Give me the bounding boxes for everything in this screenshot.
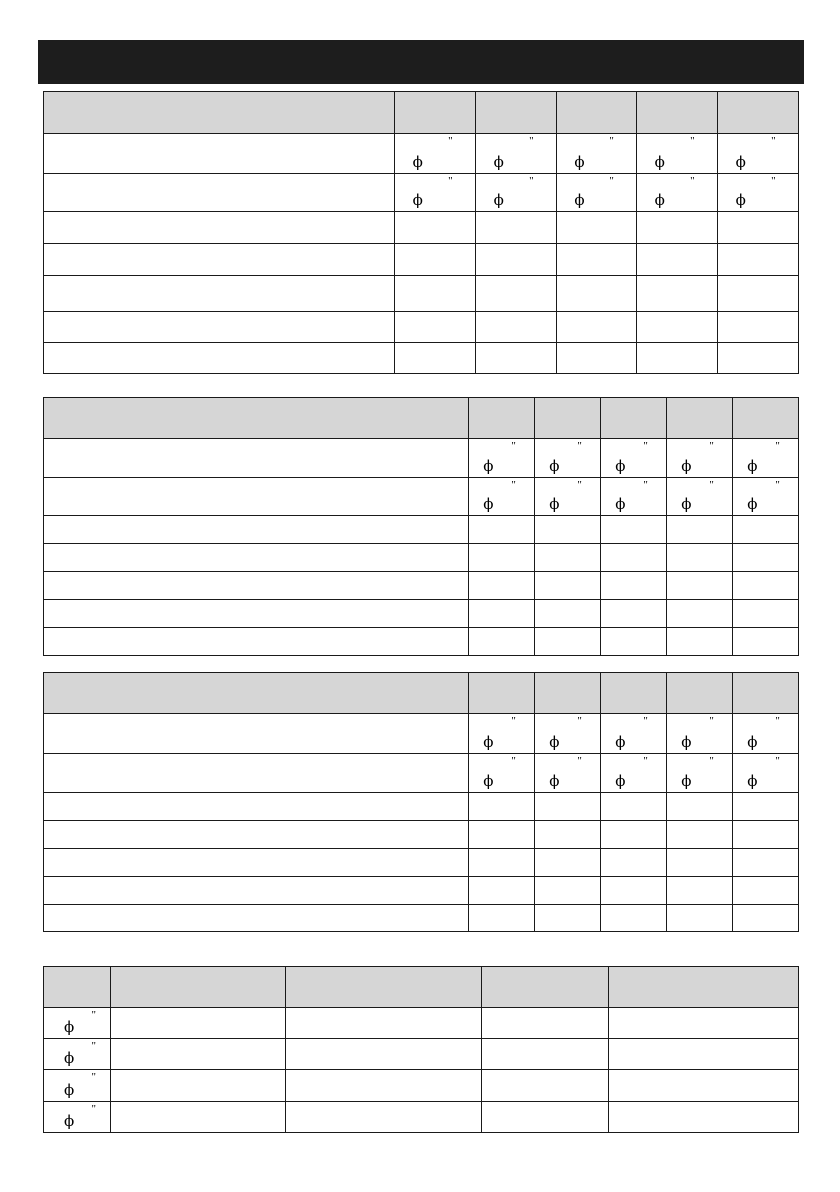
inch-mark: "	[91, 1040, 96, 1052]
inch-mark: "	[709, 755, 714, 767]
table-row	[44, 793, 799, 821]
value-cell	[609, 1102, 799, 1133]
value-cell	[557, 343, 637, 374]
value-cell	[111, 1102, 286, 1133]
size-cell	[667, 754, 733, 793]
size-cell	[395, 174, 476, 212]
table-row	[44, 478, 799, 516]
value-cell	[733, 572, 799, 600]
inch-mark: "	[609, 175, 614, 187]
value-cell	[637, 212, 718, 244]
header-cell	[733, 673, 799, 714]
value-cell	[535, 877, 601, 905]
inch-mark: "	[709, 479, 714, 491]
header-cell	[601, 398, 667, 439]
row-label-cell	[44, 312, 395, 343]
table-row	[44, 516, 799, 544]
value-cell	[601, 877, 667, 905]
value-cell	[286, 1008, 482, 1039]
value-cell	[601, 544, 667, 572]
diameter-symbol: ϕ	[747, 772, 758, 790]
value-cell	[469, 877, 535, 905]
header-cell	[286, 967, 482, 1008]
value-cell	[482, 1039, 609, 1070]
value-cell	[667, 544, 733, 572]
diameter-symbol: ϕ	[483, 772, 494, 790]
value-cell	[482, 1008, 609, 1039]
size-cell	[469, 478, 535, 516]
size-cell	[733, 439, 799, 478]
size-cell	[637, 174, 718, 212]
row-label-cell	[44, 628, 469, 656]
table-header-row	[44, 967, 799, 1008]
inch-mark: "	[448, 135, 453, 147]
row-label-cell	[44, 849, 469, 877]
value-cell	[111, 1039, 286, 1070]
table-row	[44, 312, 799, 343]
header-cell	[111, 967, 286, 1008]
inch-mark: "	[775, 755, 780, 767]
size-cell	[469, 754, 535, 793]
table-row	[44, 343, 799, 374]
inch-mark: "	[709, 715, 714, 727]
table-row	[44, 544, 799, 572]
value-cell	[535, 821, 601, 849]
value-cell	[557, 312, 637, 343]
size-cell	[667, 439, 733, 478]
page-header-bar	[38, 40, 804, 84]
value-cell	[667, 516, 733, 544]
value-cell	[718, 312, 799, 343]
diameter-symbol: ϕ	[64, 1081, 75, 1099]
value-cell	[637, 276, 718, 312]
header-cell	[535, 673, 601, 714]
value-cell	[469, 793, 535, 821]
value-cell	[733, 793, 799, 821]
value-cell	[469, 600, 535, 628]
size-cell	[469, 439, 535, 478]
size-cell	[469, 714, 535, 754]
diameter-symbol: ϕ	[64, 1049, 75, 1067]
value-cell	[557, 276, 637, 312]
table-row	[44, 244, 799, 276]
spec-table-2	[43, 397, 799, 656]
value-cell	[535, 628, 601, 656]
diameter-symbol: ϕ	[681, 495, 692, 513]
diameter-symbol: ϕ	[483, 495, 494, 513]
value-cell	[476, 276, 557, 312]
table-row	[44, 212, 799, 244]
row-label-cell	[44, 905, 469, 932]
table-row	[44, 905, 799, 932]
value-cell	[667, 821, 733, 849]
value-cell	[469, 572, 535, 600]
value-cell	[609, 1008, 799, 1039]
value-cell	[535, 849, 601, 877]
diameter-symbol: ϕ	[615, 733, 626, 751]
diameter-symbol: ϕ	[615, 495, 626, 513]
diameter-symbol: ϕ	[735, 191, 746, 209]
diameter-symbol: ϕ	[681, 733, 692, 751]
value-cell	[718, 343, 799, 374]
value-cell	[395, 212, 476, 244]
spec-table-4	[43, 966, 799, 1133]
diameter-symbol: ϕ	[747, 733, 758, 751]
value-cell	[637, 343, 718, 374]
value-cell	[667, 572, 733, 600]
size-cell	[637, 134, 718, 174]
diameter-symbol: ϕ	[615, 772, 626, 790]
table-row	[44, 821, 799, 849]
value-cell	[286, 1039, 482, 1070]
table-row	[44, 877, 799, 905]
inch-mark: "	[690, 175, 695, 187]
size-cell	[44, 1070, 111, 1102]
inch-mark: "	[643, 440, 648, 452]
row-label-cell	[44, 714, 469, 754]
diameter-symbol: ϕ	[747, 495, 758, 513]
size-cell	[535, 754, 601, 793]
table-row	[44, 1008, 799, 1039]
header-cell	[395, 92, 476, 134]
size-cell	[535, 478, 601, 516]
header-cell	[469, 398, 535, 439]
header-cell	[667, 398, 733, 439]
inch-mark: "	[771, 175, 776, 187]
inch-mark: "	[609, 135, 614, 147]
value-cell	[535, 793, 601, 821]
size-cell	[718, 134, 799, 174]
header-cell	[535, 398, 601, 439]
value-cell	[609, 1070, 799, 1102]
table-row	[44, 628, 799, 656]
header-cell	[667, 673, 733, 714]
inch-mark: "	[775, 479, 780, 491]
value-cell	[469, 516, 535, 544]
value-cell	[469, 849, 535, 877]
value-cell	[601, 600, 667, 628]
value-cell	[637, 312, 718, 343]
inch-mark: "	[775, 440, 780, 452]
header-cell	[44, 967, 111, 1008]
size-cell	[601, 714, 667, 754]
value-cell	[482, 1102, 609, 1133]
value-cell	[535, 905, 601, 932]
diameter-symbol: ϕ	[735, 153, 746, 171]
row-label-cell	[44, 212, 395, 244]
row-label-cell	[44, 276, 395, 312]
diameter-symbol: ϕ	[412, 153, 423, 171]
table-row	[44, 714, 799, 754]
size-cell	[667, 714, 733, 754]
row-label-cell	[44, 174, 395, 212]
diameter-symbol: ϕ	[574, 191, 585, 209]
size-cell	[395, 134, 476, 174]
size-cell	[601, 754, 667, 793]
value-cell	[667, 600, 733, 628]
diameter-symbol: ϕ	[412, 191, 423, 209]
diameter-symbol: ϕ	[549, 495, 560, 513]
value-cell	[476, 244, 557, 276]
size-cell	[733, 714, 799, 754]
value-cell	[601, 849, 667, 877]
inch-mark: "	[448, 175, 453, 187]
row-label-cell	[44, 516, 469, 544]
value-cell	[476, 212, 557, 244]
value-cell	[733, 877, 799, 905]
inch-mark: "	[91, 1071, 96, 1083]
value-cell	[733, 516, 799, 544]
value-cell	[718, 276, 799, 312]
row-label-cell	[44, 754, 469, 793]
size-cell	[718, 174, 799, 212]
header-cell	[44, 92, 395, 134]
value-cell	[535, 600, 601, 628]
value-cell	[667, 905, 733, 932]
inch-mark: "	[643, 755, 648, 767]
table-header-row	[44, 92, 799, 134]
value-cell	[557, 212, 637, 244]
table-row	[44, 276, 799, 312]
diameter-symbol: ϕ	[747, 457, 758, 475]
value-cell	[718, 244, 799, 276]
value-cell	[286, 1102, 482, 1133]
diameter-symbol: ϕ	[615, 457, 626, 475]
size-cell	[476, 174, 557, 212]
diameter-symbol: ϕ	[549, 733, 560, 751]
value-cell	[667, 877, 733, 905]
value-cell	[733, 849, 799, 877]
inch-mark: "	[511, 440, 516, 452]
header-cell	[44, 673, 469, 714]
size-cell	[535, 714, 601, 754]
table-row	[44, 134, 799, 174]
size-cell	[667, 478, 733, 516]
diameter-symbol: ϕ	[574, 153, 585, 171]
inch-mark: "	[91, 1009, 96, 1021]
value-cell	[667, 628, 733, 656]
diameter-symbol: ϕ	[64, 1112, 75, 1130]
spec-table-3	[43, 672, 799, 932]
value-cell	[601, 905, 667, 932]
header-cell	[718, 92, 799, 134]
inch-mark: "	[577, 479, 582, 491]
inch-mark: "	[690, 135, 695, 147]
diameter-symbol: ϕ	[64, 1018, 75, 1036]
size-cell	[44, 1008, 111, 1039]
value-cell	[535, 544, 601, 572]
value-cell	[601, 516, 667, 544]
header-cell	[469, 673, 535, 714]
inch-mark: "	[511, 755, 516, 767]
size-cell	[476, 134, 557, 174]
value-cell	[395, 244, 476, 276]
inch-mark: "	[529, 135, 534, 147]
diameter-symbol: ϕ	[549, 772, 560, 790]
row-label-cell	[44, 821, 469, 849]
table-row	[44, 600, 799, 628]
value-cell	[733, 544, 799, 572]
table-row	[44, 849, 799, 877]
size-cell	[44, 1039, 111, 1070]
table-row	[44, 1070, 799, 1102]
size-cell	[44, 1102, 111, 1133]
row-label-cell	[44, 793, 469, 821]
value-cell	[609, 1039, 799, 1070]
diameter-symbol: ϕ	[493, 153, 504, 171]
header-cell	[733, 398, 799, 439]
size-cell	[601, 439, 667, 478]
value-cell	[286, 1070, 482, 1102]
inch-mark: "	[511, 479, 516, 491]
row-label-cell	[44, 600, 469, 628]
header-cell	[601, 673, 667, 714]
inch-mark: "	[91, 1103, 96, 1115]
inch-mark: "	[577, 715, 582, 727]
spec-table-1	[43, 91, 799, 374]
header-cell	[637, 92, 718, 134]
diameter-symbol: ϕ	[493, 191, 504, 209]
value-cell	[733, 905, 799, 932]
value-cell	[482, 1070, 609, 1102]
diameter-symbol: ϕ	[654, 191, 665, 209]
size-cell	[733, 754, 799, 793]
value-cell	[637, 244, 718, 276]
table-header-row	[44, 398, 799, 439]
table-row	[44, 439, 799, 478]
value-cell	[111, 1008, 286, 1039]
value-cell	[395, 276, 476, 312]
value-cell	[469, 821, 535, 849]
size-cell	[733, 478, 799, 516]
row-label-cell	[44, 134, 395, 174]
inch-mark: "	[577, 440, 582, 452]
diameter-symbol: ϕ	[681, 772, 692, 790]
value-cell	[601, 821, 667, 849]
row-label-cell	[44, 439, 469, 478]
table-row	[44, 754, 799, 793]
size-cell	[601, 478, 667, 516]
header-cell	[557, 92, 637, 134]
diameter-symbol: ϕ	[483, 457, 494, 475]
diameter-symbol: ϕ	[654, 153, 665, 171]
value-cell	[601, 793, 667, 821]
row-label-cell	[44, 244, 395, 276]
size-cell	[557, 174, 637, 212]
table-header-row	[44, 673, 799, 714]
inch-mark: "	[643, 715, 648, 727]
table-row	[44, 1102, 799, 1133]
value-cell	[733, 821, 799, 849]
diameter-symbol: ϕ	[681, 457, 692, 475]
value-cell	[667, 849, 733, 877]
row-label-cell	[44, 343, 395, 374]
value-cell	[535, 516, 601, 544]
inch-mark: "	[775, 715, 780, 727]
value-cell	[718, 212, 799, 244]
value-cell	[733, 600, 799, 628]
diameter-symbol: ϕ	[483, 733, 494, 751]
value-cell	[476, 312, 557, 343]
row-label-cell	[44, 544, 469, 572]
size-cell	[557, 134, 637, 174]
inch-mark: "	[529, 175, 534, 187]
value-cell	[601, 628, 667, 656]
header-cell	[476, 92, 557, 134]
value-cell	[601, 572, 667, 600]
diameter-symbol: ϕ	[549, 457, 560, 475]
row-label-cell	[44, 478, 469, 516]
header-cell	[44, 398, 469, 439]
value-cell	[469, 628, 535, 656]
inch-mark: "	[771, 135, 776, 147]
inch-mark: "	[577, 755, 582, 767]
table-row	[44, 174, 799, 212]
value-cell	[395, 343, 476, 374]
value-cell	[469, 905, 535, 932]
inch-mark: "	[643, 479, 648, 491]
table-row	[44, 1039, 799, 1070]
inch-mark: "	[511, 715, 516, 727]
value-cell	[535, 572, 601, 600]
row-label-cell	[44, 877, 469, 905]
inch-mark: "	[709, 440, 714, 452]
row-label-cell	[44, 572, 469, 600]
value-cell	[395, 312, 476, 343]
value-cell	[111, 1070, 286, 1102]
header-cell	[609, 967, 799, 1008]
header-cell	[482, 967, 609, 1008]
size-cell	[535, 439, 601, 478]
value-cell	[469, 544, 535, 572]
table-row	[44, 572, 799, 600]
value-cell	[733, 628, 799, 656]
value-cell	[476, 343, 557, 374]
value-cell	[557, 244, 637, 276]
value-cell	[667, 793, 733, 821]
